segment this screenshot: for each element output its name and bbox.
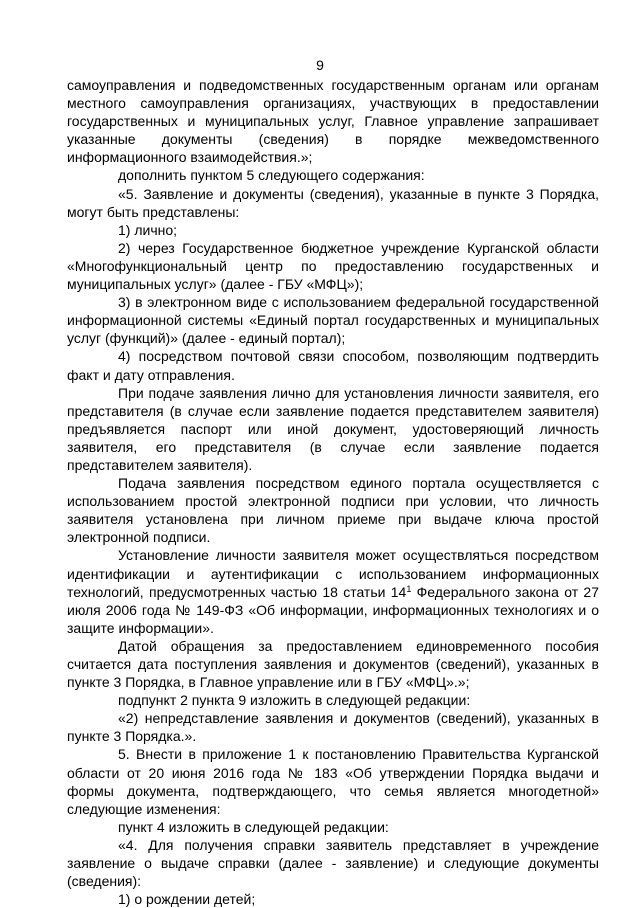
list-item: 4) посредством почтовой связи способом, позволяющим подтвердить факт и дату отправления. bbox=[67, 348, 599, 383]
paragraph: подпункт 2 пункта 9 изложить в следующей редакции: bbox=[118, 692, 471, 709]
paragraph: «4. Для получения справки заявитель представляет в учреждение заявление о выдаче справки (далее - заявление) и следующие документы (сведения): bbox=[67, 836, 599, 890]
list-item: 1) о рождении детей; bbox=[118, 891, 256, 908]
paragraph: Подача заявления посредством единого портала осуществляется с использованием простой электронной подписи при условии, что личность заявителя установлена при личном приеме при выдаче ключа простой электронной подписи. bbox=[67, 475, 599, 546]
paragraph-text: Федерального закона от 27 июля 2006 года № 149-ФЗ «Об информации, информационных технологиях и о защите информации». bbox=[67, 583, 599, 636]
paragraph: «5. Заявление и документы (сведения), указанные в пункте 3 Порядка, могут быть представлены: bbox=[67, 185, 599, 220]
document-body bbox=[67, 76, 599, 908]
page-number: 9 bbox=[316, 57, 324, 73]
paragraph: самоуправления и подведомственных государственным органам или органам местного самоуправления организациях, участвующих в предоставлении государственных и муниципальных услуг, Главное управление запрашивает указанные документы (сведения) в порядке межведомственного информационного взаимодействия.»; bbox=[67, 77, 599, 166]
paragraph: «2) непредставление заявления и документов (сведений), указанных в пункте 3 Порядка.». bbox=[67, 710, 599, 745]
list-item: 3) в электронном виде с использованием федеральной государственной информационной системы «Единый портал государственных и муниципальных услуг (функций)» (далее - единый портал); bbox=[67, 294, 599, 347]
paragraph: Датой обращения за предоставлением единовременного пособия считается дата поступления заявления и документов (сведений), указанных в пункте 3 Порядка, в Главное управление или в ГБУ «МФЦ».»; bbox=[67, 637, 599, 691]
paragraph: пункт 4 изложить в следующей редакции: bbox=[118, 818, 389, 835]
list-item: 2) через Государственное бюджетное учреждение Курганской области «Многофункциональный центр по предоставлению государственных и муниципальных услуг» (далее - ГБУ «МФЦ»); bbox=[67, 239, 599, 293]
superscript: 1 bbox=[406, 583, 412, 594]
paragraph: дополнить пунктом 5 следующего содержания: bbox=[118, 167, 425, 184]
list-item: 1) лично; bbox=[118, 221, 178, 238]
paragraph-text: Установление личности заявителя может осуществляться посредством идентификации и аутентификации с использованием информационных технологий, предусмотренных частью 18 статьи 14 bbox=[67, 547, 599, 600]
paragraph bbox=[67, 546, 599, 636]
paragraph: При подаче заявления лично для установления личности заявителя, его представителя (в случае если заявление подается представителем заявителя) предъявляется паспорт или иной документ, удостоверяющий личность заявителя, его представителя (в случае если заявление подается представителем заявителя). bbox=[67, 384, 599, 473]
paragraph: 5. Внести в приложение 1 к постановлению Правительства Курганской области от 20 июня 2016 года № 183 «Об утверждении Порядка выдачи и формы документа, подтверждающего, что семья является многодетной» следующие изменения: bbox=[67, 746, 599, 817]
